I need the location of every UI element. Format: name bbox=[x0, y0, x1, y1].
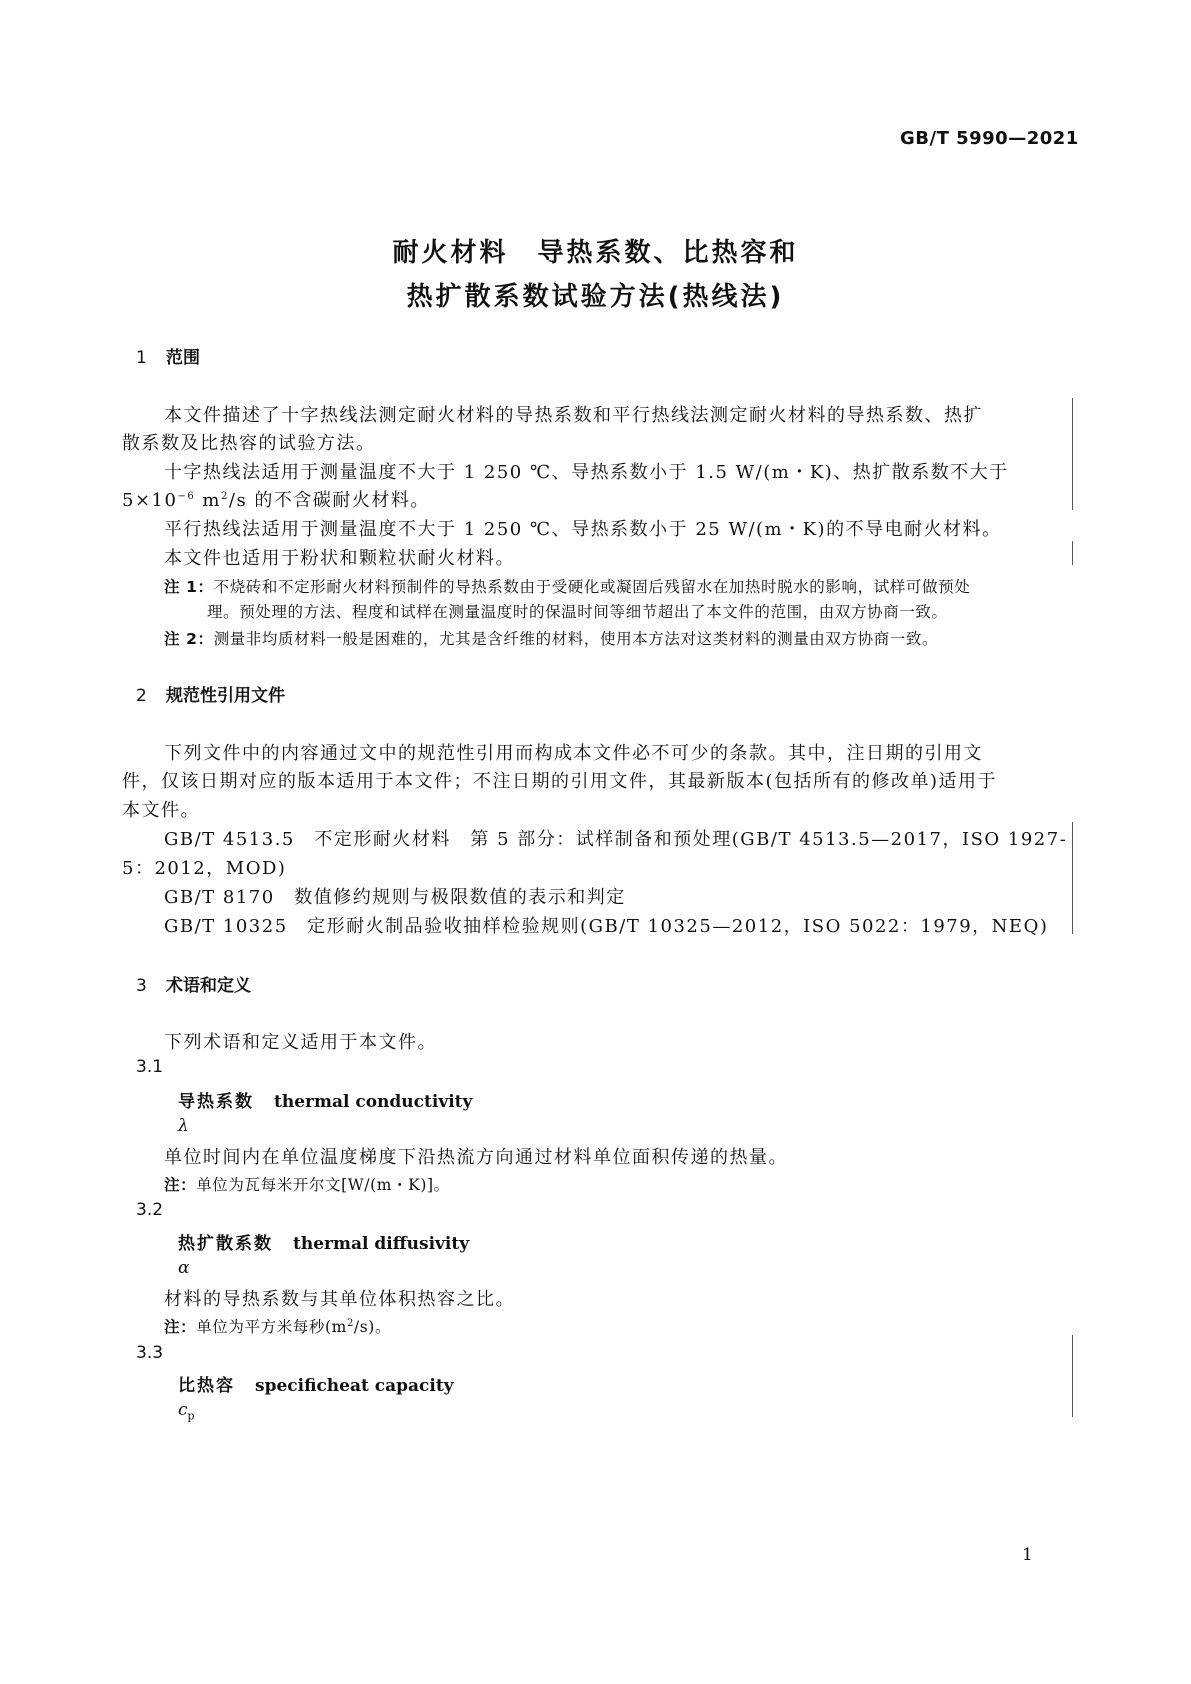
standard-number: GB/T 5990—2021 bbox=[900, 128, 1079, 149]
term-symbol: $c_p$ bbox=[178, 1400, 195, 1423]
scope-paragraph-1-line-2: 散系数及比热容的试验方法。 bbox=[122, 433, 376, 454]
scope-paragraph-1-line-1: 本文件描述了十字热线法测定耐火材料的导热系数和平行热线法测定耐火材料的导热系数、热扩 bbox=[164, 405, 983, 426]
section-title: 范围 bbox=[166, 348, 200, 368]
section-title: 规范性引用文件 bbox=[166, 686, 285, 706]
term-note: 注：单位为平方米每秒$(m^2/s)$。 bbox=[164, 1317, 392, 1336]
term-note: 注：单位为瓦每米开尔文[W/(m・K)]。 bbox=[164, 1176, 450, 1194]
scope-paragraph-4: 本文件也适用于粉状和颗粒状耐火材料。 bbox=[164, 548, 515, 569]
scope-note-2: 注 2：测量非均质材料一般是困难的，尤其是含纤维的材料，使用本方法对这类材料的测量由双方协商一致。 bbox=[164, 630, 939, 648]
revision-bar bbox=[1072, 398, 1073, 510]
reference-gbt-4513-5-continued: 5：2012，MOD) bbox=[122, 858, 287, 879]
section-number: 2 bbox=[136, 686, 147, 706]
term-number: 3.1 bbox=[136, 1057, 164, 1077]
document-title-line-2: 热扩散系数试验方法(热线法) bbox=[406, 282, 785, 312]
term-symbol: λ bbox=[178, 1116, 189, 1136]
section-3-heading bbox=[136, 971, 251, 996]
revision-bar bbox=[1072, 1335, 1073, 1417]
normative-intro-line-3: 本文件。 bbox=[122, 800, 200, 821]
scope-paragraph-3: 平行热线法适用于测量温度不大于 1 250 ℃、导热系数小于 25 W/(m・K)的不导电耐火材料。 bbox=[164, 519, 1002, 540]
normative-intro-line-1: 下列文件中的内容通过文中的规范性引用而构成本文件必不可少的条款。其中，注日期的引用文 bbox=[164, 743, 983, 764]
term-number: 3.2 bbox=[136, 1200, 164, 1220]
scope-paragraph-2-line-2: $5\times 10^{-6}$ $m^2/s$ 的不含碳耐火材料。 bbox=[122, 490, 430, 511]
term-definition: 单位时间内在单位温度梯度下沿热流方向通过材料单位面积传递的热量。 bbox=[164, 1147, 788, 1168]
term-heading-thermal-conductivity: 导热系数 thermal conductivity bbox=[178, 1092, 473, 1112]
term-symbol: α bbox=[178, 1258, 190, 1278]
term-number: 3.3 bbox=[136, 1343, 164, 1363]
revision-bar bbox=[1072, 541, 1073, 565]
section-title: 术语和定义 bbox=[166, 976, 251, 996]
section-number: 3 bbox=[136, 976, 147, 996]
term-heading-specific-heat-capacity: 比热容 specificheat capacity bbox=[178, 1376, 454, 1396]
reference-gbt-4513-5: GB/T 4513.5 不定形耐火材料 第 5 部分：试样制备和预处理(GB/T 4513.5—2017，ISO 1927- bbox=[164, 829, 1068, 850]
normative-intro-line-2: 件，仅该日期对应的版本适用于本文件；不注日期的引用文件，其最新版本(包括所有的修改单)适用于 bbox=[122, 771, 998, 792]
page-number: 1 bbox=[1022, 1545, 1033, 1565]
term-heading-thermal-diffusivity: 热扩散系数 thermal diffusivity bbox=[178, 1234, 470, 1254]
section-1-heading bbox=[136, 343, 200, 368]
section-number: 1 bbox=[136, 348, 147, 368]
document-title-line-1: 耐火材料 导热系数、比热容和 bbox=[392, 238, 799, 268]
scope-note-1-continued: 理。预处理的方法、程度和试样在测量温度时的保温时间等细节超出了本文件的范围，由双方协商一致。 bbox=[207, 603, 948, 621]
section-2-heading bbox=[136, 681, 285, 706]
terms-intro: 下列术语和定义适用于本文件。 bbox=[164, 1032, 437, 1053]
reference-gbt-8170: GB/T 8170 数值修约规则与极限数值的表示和判定 bbox=[164, 887, 626, 908]
reference-gbt-10325: GB/T 10325 定形耐火制品验收抽样检验规则(GB/T 10325—2012，ISO 5022：1979，NEQ) bbox=[164, 916, 1049, 937]
term-definition: 材料的导热系数与其单位体积热容之比。 bbox=[164, 1289, 515, 1310]
scope-paragraph-2-line-1: 十字热线法适用于测量温度不大于 1 250 ℃、导热系数小于 1.5 W/(m・K)、热扩散系数不大于 bbox=[164, 462, 1009, 483]
scope-note-1: 注 1：不烧砖和不定形耐火材料预制件的导热系数由于受硬化或凝固后残留水在加热时脱水的影响，试样可做预处 bbox=[164, 578, 971, 596]
revision-bar bbox=[1072, 822, 1073, 934]
